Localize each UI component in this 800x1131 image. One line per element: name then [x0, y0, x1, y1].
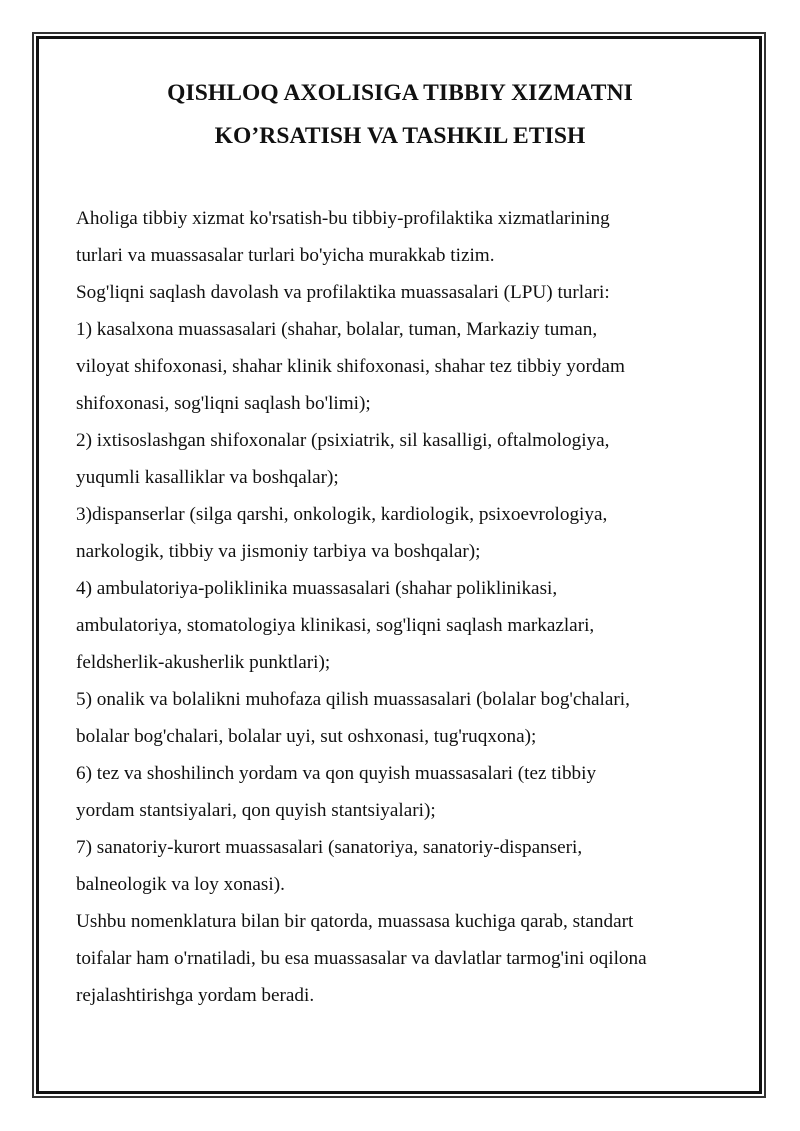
body-line: 7) sanatoriy-kurort muassasalari (sanatoriya, sanatoriy-dispanseri, — [76, 837, 583, 858]
body-line: 1) kasalxona muassasalari (shahar, bolalar, tuman, Markaziy tuman, — [76, 319, 598, 340]
body-line: shifoxonasi, sog'liqni saqlash bo'limi); — [76, 393, 371, 414]
body-line: 6) tez va shoshilinch yordam va qon quyish muassasalari (tez tibbiy — [76, 763, 597, 784]
document-title — [60, 72, 740, 158]
body-line: Sog'liqni saqlash davolash va profilaktika muassasalari (LPU) turlari: — [76, 282, 610, 303]
body-line: yordam stantsiyalari, qon quyish stantsiyalari); — [76, 800, 436, 821]
body-line: Ushbu nomenklatura bilan bir qatorda, muassasa kuchiga qarab, standart — [76, 911, 634, 932]
body-line: viloyat shifoxonasi, shahar klinik shifoxonasi, shahar tez tibbiy yordam — [76, 356, 625, 377]
body-line: balneologik va loy xonasi). — [76, 874, 285, 895]
body-line: toifalar ham o'rnatiladi, bu esa muassasalar va davlatlar tarmog'ini oqilona — [76, 948, 647, 969]
body-line: rejalashtirishga yordam beradi. — [76, 985, 315, 1006]
document-body — [76, 200, 736, 1014]
body-line: 2) ixtisoslashgan shifoxonalar (psixiatrik, sil kasalligi, oftalmologiya, — [76, 430, 610, 451]
body-line: yuqumli kasalliklar va boshqalar); — [76, 467, 339, 488]
body-line: 3)dispanserlar (silga qarshi, onkologik, kardiologik, psixoevrologiya, — [76, 504, 608, 525]
body-line: turlari va muassasalar turlari bo'yicha murakkab tizim. — [76, 245, 495, 266]
body-line: 4) ambulatoriya-poliklinika muassasalari (shahar poliklinikasi, — [76, 578, 558, 599]
body-line: ambulatoriya, stomatologiya klinikasi, sog'liqni saqlash markazlari, — [76, 615, 595, 636]
body-line: Aholiga tibbiy xizmat ko'rsatish-bu tibbiy-profilaktika xizmatlarining — [76, 208, 610, 229]
title-line-1: QISHLOQ AXOLISIGA TIBBIY XIZMATNI — [167, 80, 633, 106]
body-line: narkologik, tibbiy va jismoniy tarbiya va boshqalar); — [76, 541, 481, 562]
body-line: bolalar bog'chalari, bolalar uyi, sut oshxonasi, tug'ruqxona); — [76, 726, 537, 747]
body-line: feldsherlik-akusherlik punktlari); — [76, 652, 331, 673]
title-line-2: KO’RSATISH VA TASHKIL ETISH — [214, 123, 586, 149]
body-line: 5) onalik va bolalikni muhofaza qilish muassasalari (bolalar bog'chalari, — [76, 689, 630, 710]
